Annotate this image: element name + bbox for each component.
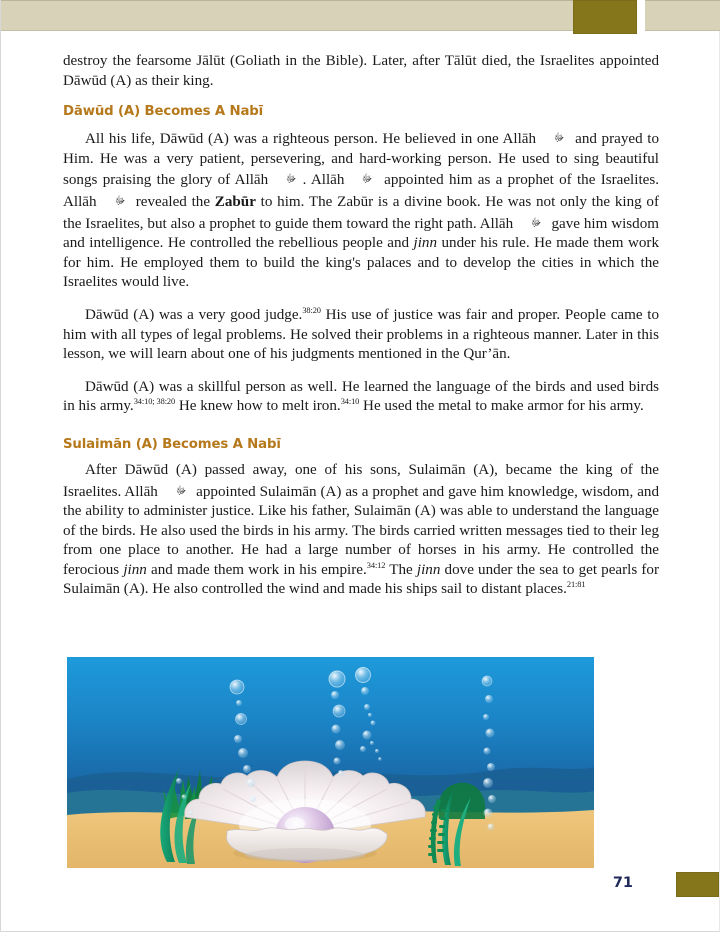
allah-honorific-glyph: ﷻ (531, 215, 542, 229)
paragraph-dawud-1 (63, 128, 659, 293)
text-run: After Dāwūd (A) passed away, one of his sons, Sulaimān (A), became the king of the Israelites. Allāh (63, 461, 659, 500)
allah-honorific-glyph: ﷻ (175, 483, 187, 497)
text-run: . Allāh (302, 172, 345, 189)
term-zabur: Zabūr (214, 193, 256, 210)
underwater-oyster-pearl-illustration (67, 657, 594, 868)
text-run: He knew how to melt iron. (175, 398, 341, 415)
section-heading-sulaiman: Sulaimān (A) Becomes A Nabī (63, 436, 281, 452)
text-run: All his life, Dāwūd (A) was a righteous person. He believed in one Allāh (85, 131, 537, 148)
text-run: Dāwūd (A) was a very good judge. (85, 306, 303, 323)
header-beige-block-right (645, 0, 720, 31)
allah-honorific-glyph: ﷻ (554, 131, 565, 145)
paragraph-sulaiman-1 (63, 461, 659, 600)
page-number: 71 (612, 875, 633, 891)
term-jinn: jinn (123, 561, 147, 578)
text-run: and made them work in his empire. (146, 561, 367, 578)
allah-honorific-glyph: ﷻ (362, 172, 373, 186)
quran-reference: 21:81 (566, 580, 586, 590)
text-run: appointed Sulaimān (A) as a prophet and gave him knowledge, wisdom, and the ability to administer justice. Like his father, Sulaimān (A) was able to understand the language of the birds. He also used the birds in his army. The birds carried written messages tied to their leg from one place to another. He had a large number of horses in his army. He controlled the ferocious (63, 483, 659, 578)
footer-gold-block (676, 872, 719, 897)
allah-honorific-glyph: ﷻ (114, 193, 125, 207)
term-jinn: jinn (413, 235, 437, 252)
text-run: under his rule. He made them work for him. He employed them to build the king's palaces and to develop the cities in which the Israelites would live. (63, 235, 659, 291)
underwater-scene-svg (67, 657, 594, 868)
text-run: dove under the sea to get pearls for Sulaimān (A). He also controlled the wind and made his ships sail to distant places. (63, 561, 659, 598)
allah-honorific-glyph: ﷻ (286, 172, 297, 186)
text-run: and prayed to Him. He was a very patient, persevering, and hard-working person. He used to sing beautiful songs praising the glory of Allāh (63, 131, 660, 189)
header-beige-band (1, 0, 573, 31)
quran-reference: 34:12 (366, 560, 386, 570)
quran-reference: 34:10; 38:20 (133, 397, 176, 407)
section-heading-dawud: Dāwūd (A) Becomes A Nabī (63, 104, 264, 120)
text-run: gave him wisdom and intelligence. He controlled the rebellious people and (63, 215, 659, 252)
text-run: revealed the (130, 193, 215, 210)
paragraph-dawud-2 (63, 306, 659, 365)
term-jinn: jinn (416, 561, 441, 578)
page-content (63, 52, 659, 613)
paragraph-continued: destroy the fearsome Jālūt (Goliath in the Bible). Later, after Tālūt died, the Israelites appointed Dāwūd (A) as their king. (63, 53, 659, 89)
text-run: The (385, 561, 417, 578)
quran-reference: 38:20 (302, 305, 321, 315)
quran-reference: 34:10 (340, 397, 360, 407)
text-run: to him. The Zabūr is a divine book. He was not only the king of the Israelites, but also a prophet to guide them toward the right path. Allāh (63, 193, 659, 232)
section-spacer (63, 430, 659, 437)
header-gold-block (573, 0, 637, 34)
paragraph-dawud-3 (63, 378, 659, 417)
text-run: appointed him as a prophet of the Israelites. Allāh (63, 172, 659, 210)
text-run: His use of justice was fair and proper. People came to him with all types of legal problems. He solved their problems in a righteous manner. Later in this lesson, we will learn about one of his judgments mentioned in the Qur’ān. (63, 306, 659, 363)
text-run: Dāwūd (A) was a skillful person as well. He learned the language of the birds and used birds in his army. (63, 378, 659, 415)
text-run: He used the metal to make armor for his army. (359, 398, 644, 415)
